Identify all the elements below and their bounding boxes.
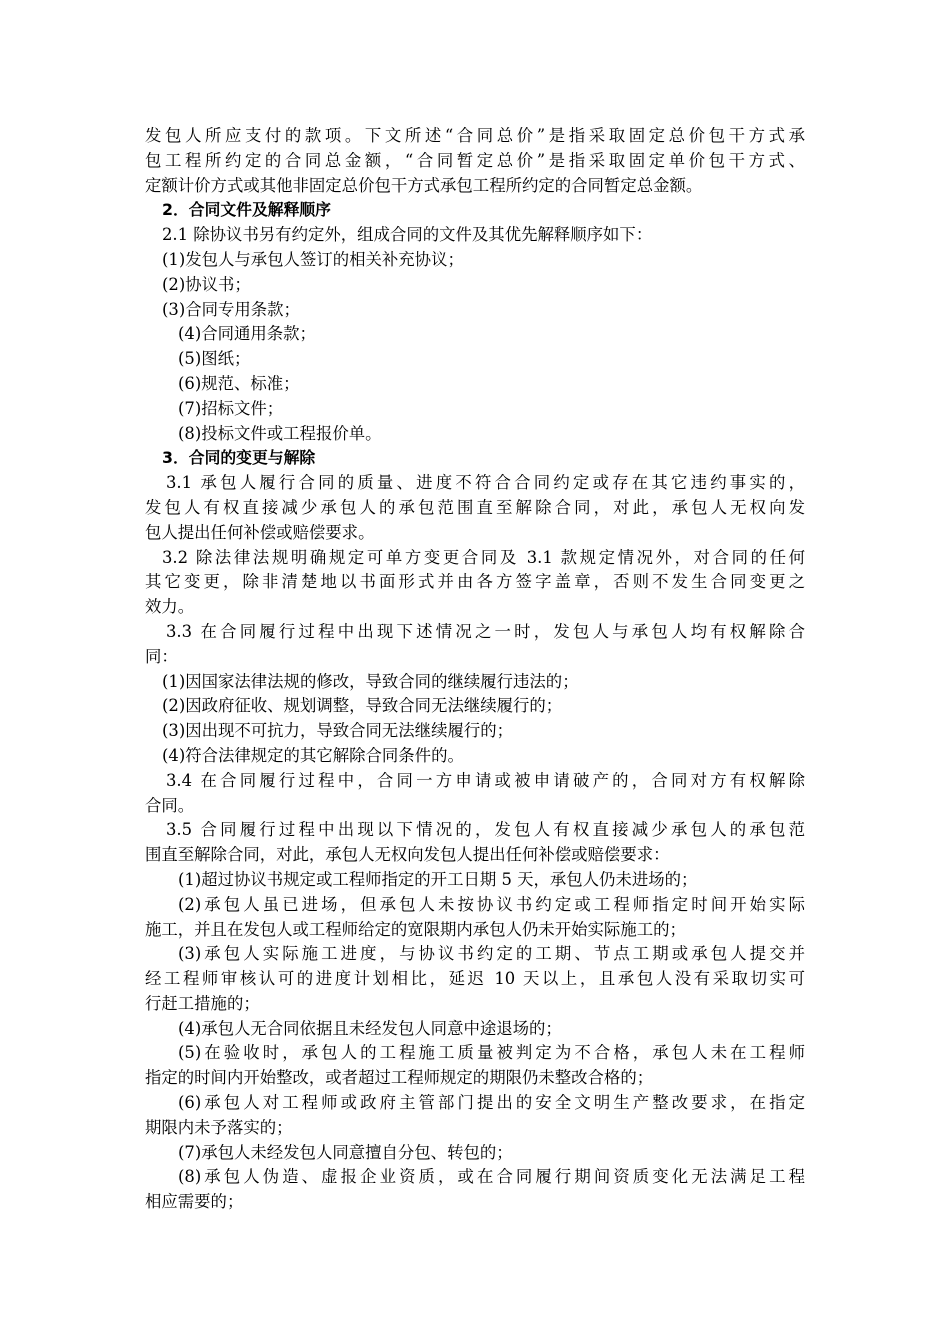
text-line: (3)合同专用条款； xyxy=(162,299,300,319)
text-line: 围直至解除合同，对此，承包人无权向发包人提出任何补偿或赔偿要求： xyxy=(145,845,670,865)
text-line: (1)超过协议书规定或工程师指定的开工日期 5 天，承包人仍未进场的； xyxy=(178,869,698,889)
text-line: (4)承包人无合同依据且未经发包人同意中途退场的； xyxy=(178,1018,562,1038)
text-line: 合同。 xyxy=(145,795,195,815)
text-line: 效力。 xyxy=(145,597,195,617)
text-line: (3)因出现不可抗力，导致合同无法继续履行的； xyxy=(162,721,514,741)
text-line: 行赶工措施的； xyxy=(145,993,260,1013)
text-line: 经工程师审核认可的进度计划相比，延迟 10 天以上，且承包人没有采取切实可 xyxy=(145,969,805,989)
text-line: 包工程所约定的合同总金额，“合同暂定总价”是指采取固定单价包干方式、 xyxy=(145,150,805,170)
text-line: (8)承包人伪造、虚报企业资质，或在合同履行期间资质变化无法满足工程 xyxy=(178,1167,805,1187)
text-line: (3)承包人实际施工进度，与协议书约定的工期、节点工期或承包人提交并 xyxy=(178,944,805,964)
section-heading: 2．合同文件及解释顺序 xyxy=(162,200,331,220)
text-line: (2)承包人虽已进场，但承包人未按协议书约定或工程师指定时间开始实际 xyxy=(178,894,805,914)
text-line: 2.1 除协议书另有约定外，组成合同的文件及其优先解释顺序如下： xyxy=(162,225,653,245)
text-line: (4)合同通用条款； xyxy=(178,324,316,344)
text-line: (6)规范、标准； xyxy=(178,373,300,393)
text-line: (7)招标文件； xyxy=(178,398,284,418)
text-line: 3.4 在合同履行过程中，合同一方申请或被申请破产的，合同对方有权解除 xyxy=(166,770,805,790)
text-line: (5)在验收时，承包人的工程施工质量被判定为不合格，承包人未在工程师 xyxy=(178,1043,805,1063)
text-line: (2)因政府征收、规划调整，导致合同无法继续履行的； xyxy=(162,696,563,716)
text-line: (5)图纸； xyxy=(178,349,251,369)
text-line: 发包人所应支付的款项。下文所述“合同总价”是指采取固定总价包干方式承 xyxy=(145,126,805,145)
text-line: (1)因国家法律法规的修改，导致合同的继续履行违法的； xyxy=(162,671,579,691)
text-line: 同： xyxy=(145,646,178,666)
text-line: 指定的时间内开始整改，或者超过工程师规定的期限仍未整改合格的； xyxy=(145,1068,654,1088)
text-line: (1)发包人与承包人签订的相关补充协议； xyxy=(162,249,464,269)
text-line: 定额计价方式或其他非固定总价包干方式承包工程所约定的合同暂定总金额。 xyxy=(145,175,703,195)
text-line: 发包人有权直接减少承包人的承包范围直至解除合同，对此，承包人无权向发 xyxy=(145,497,805,517)
text-line: 其它变更，除非清楚地以书面形式并由各方签字盖章，否则不发生合同变更之 xyxy=(145,572,805,592)
text-line: 施工，并且在发包人或工程师给定的宽限期内承包人仍未开始实际施工的； xyxy=(145,919,686,939)
text-line: 期限内未予落实的； xyxy=(145,1117,293,1137)
text-line: 相应需要的； xyxy=(145,1192,244,1212)
text-line: (4)符合法律规定的其它解除合同条件的。 xyxy=(162,745,464,765)
text-line: (2)协议书； xyxy=(162,274,251,294)
text-line: 包人提出任何补偿或赔偿要求。 xyxy=(145,522,375,542)
text-line: 3.3 在合同履行过程中出现下述情况之一时，发包人与承包人均有权解除合 xyxy=(166,621,805,641)
text-line: 3.1 承包人履行合同的质量、进度不符合合同约定或存在其它违约事实的， xyxy=(166,473,805,493)
document-body xyxy=(145,124,805,1215)
text-line: 3.2 除法律法规明确规定可单方变更合同及 3.1 款规定情况外，对合同的任何 xyxy=(162,547,805,567)
text-line: 3.5 合同履行过程中出现以下情况的，发包人有权直接减少承包人的承包范 xyxy=(166,820,805,840)
text-line: (6)承包人对工程师或政府主管部门提出的安全文明生产整改要求，在指定 xyxy=(178,1093,805,1113)
text-line: (7)承包人未经发包人同意擅自分包、转包的； xyxy=(178,1142,513,1162)
text-line: (8)投标文件或工程报价单。 xyxy=(178,423,382,443)
section-heading: 3．合同的变更与解除 xyxy=(162,448,316,468)
